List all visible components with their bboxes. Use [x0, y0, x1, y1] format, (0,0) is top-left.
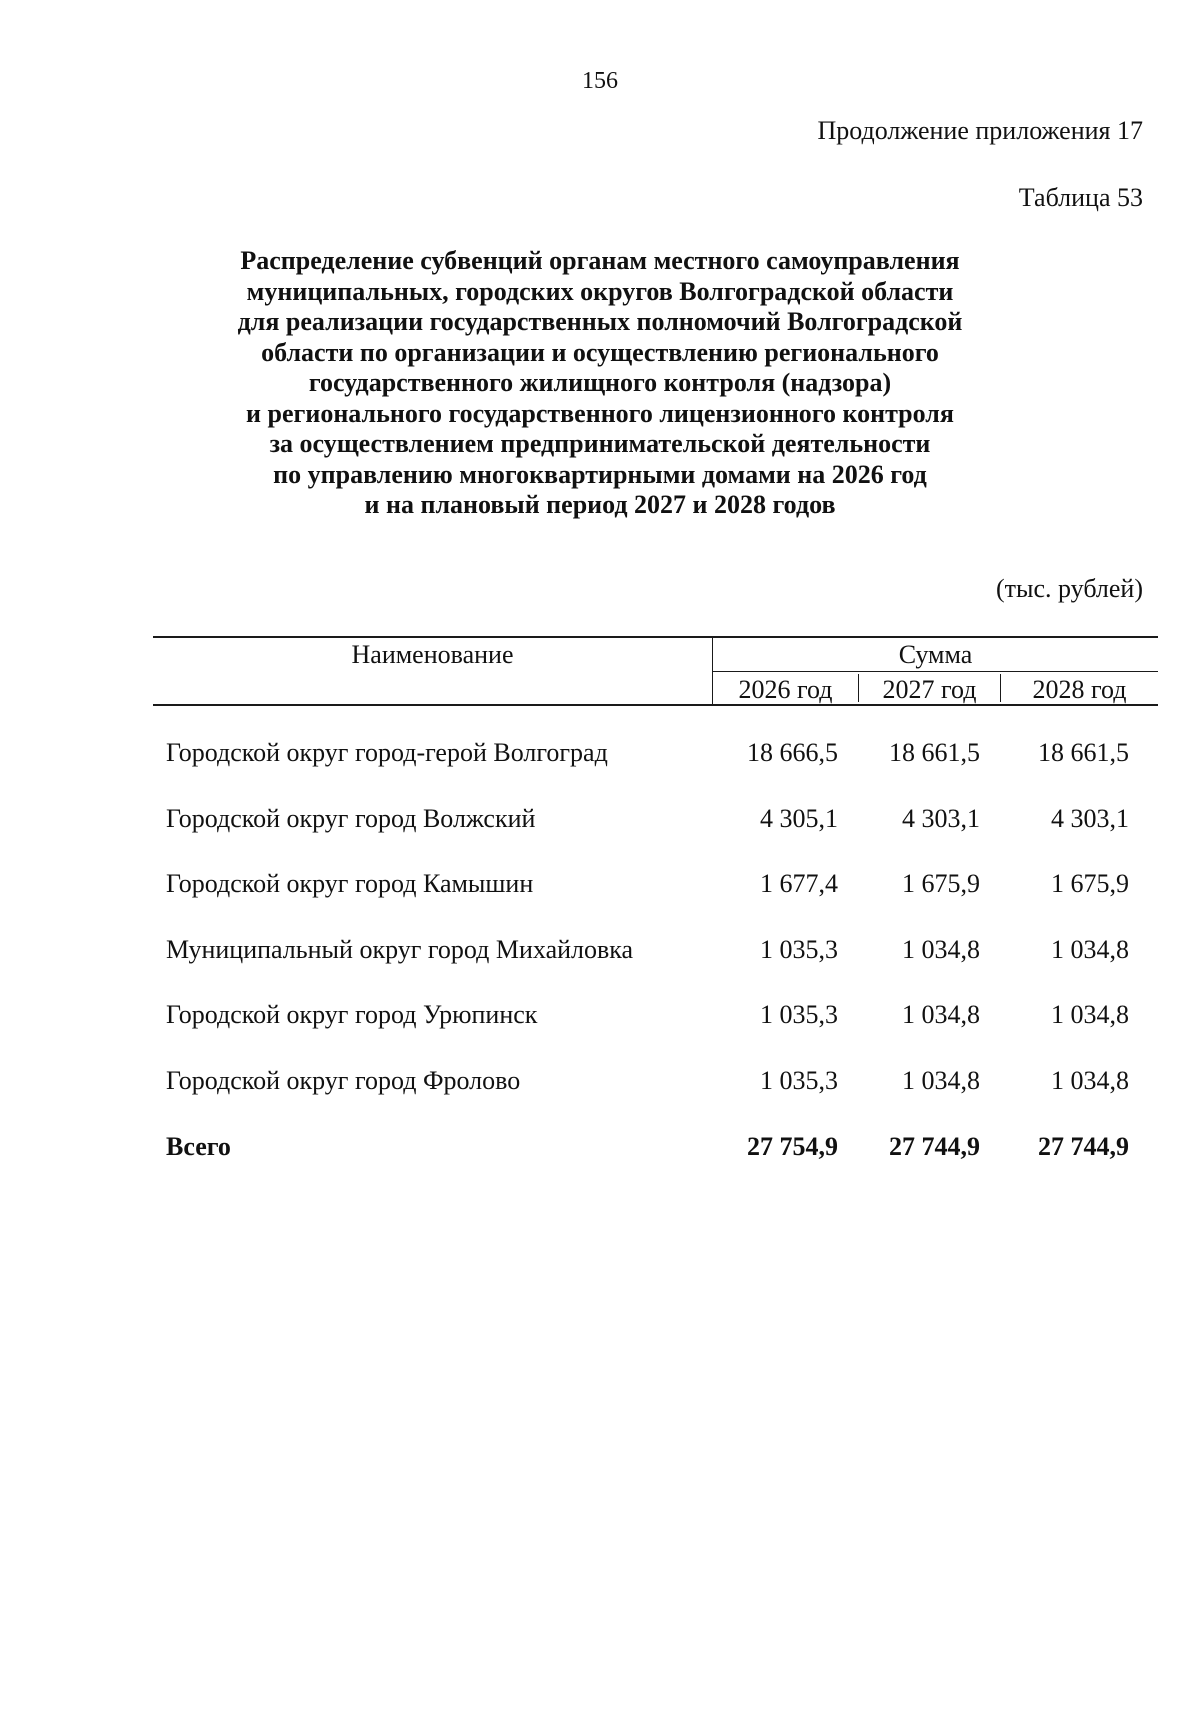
row-value-2028: 1 034,8 — [1051, 1000, 1129, 1030]
table-title — [120, 246, 1080, 521]
title-line: и регионального государственного лицензионного контроля — [246, 398, 954, 428]
title-line: за осуществлением предпринимательской деятельности — [269, 429, 931, 458]
title-line: области по организации и осуществлению регионального — [261, 337, 939, 367]
table-row — [0, 1052, 1200, 1118]
row-value-2026: 4 305,1 — [760, 803, 838, 833]
row-value-2027: 4 303,1 — [902, 803, 980, 833]
title-line: Распределение субвенций органам местного самоуправления — [240, 246, 960, 275]
header-year-2028: 2028 год — [1032, 675, 1127, 704]
total-value-2028: 27 744,9 — [1038, 1131, 1129, 1161]
total-value-2026: 27 754,9 — [747, 1131, 838, 1161]
row-value-2027: 1 034,8 — [902, 1065, 980, 1095]
row-value-2028: 1 034,8 — [1051, 1065, 1129, 1095]
table-row — [0, 986, 1200, 1052]
row-value-2028: 1 034,8 — [1051, 934, 1129, 964]
row-value-2028: 1 675,9 — [1051, 869, 1129, 899]
appendix-note: Продолжение приложения 17 — [817, 116, 1143, 145]
table-row — [0, 724, 1200, 790]
total-label: Всего — [166, 1131, 231, 1161]
table-row — [0, 855, 1200, 921]
header-name: Наименование — [351, 640, 514, 669]
row-value-2027: 18 661,5 — [889, 738, 980, 767]
header-year-2027: 2027 год — [882, 675, 977, 704]
table-row — [0, 790, 1200, 856]
units-note: (тыс. рублей) — [995, 574, 1143, 603]
total-value-2027: 27 744,9 — [889, 1131, 980, 1161]
sum-header-rule — [713, 671, 1158, 672]
table-body — [0, 724, 1200, 1183]
row-value-2026: 1 677,4 — [760, 869, 838, 899]
title-line: для реализации государственных полномочий Волгоградской — [237, 307, 963, 336]
title-line: и на плановый период 2027 и 2028 годов — [364, 490, 836, 519]
table-row — [0, 921, 1200, 987]
title-line: государственного жилищного контроля (надзора) — [308, 368, 892, 397]
table-top-rule — [153, 636, 1158, 638]
row-value-2028: 4 303,1 — [1051, 803, 1129, 833]
row-value-2026: 18 666,5 — [747, 738, 838, 767]
row-name: Городской округ город Камышин — [166, 869, 534, 899]
row-value-2026: 1 035,3 — [760, 934, 838, 964]
table-number: Таблица 53 — [1018, 183, 1143, 212]
header-year-2026: 2026 год — [738, 675, 833, 704]
row-value-2027: 1 675,9 — [902, 869, 980, 899]
row-name: Городской округ город Волжский — [166, 803, 536, 833]
row-name: Городской округ город Фролово — [166, 1065, 521, 1095]
row-value-2026: 1 035,3 — [760, 1000, 838, 1030]
header-sum: Сумма — [898, 640, 973, 669]
row-value-2027: 1 034,8 — [902, 1000, 980, 1030]
title-line: муниципальных, городских округов Волгоградской области — [246, 276, 954, 306]
row-name: Муниципальный округ город Михайловка — [166, 934, 634, 964]
row-value-2027: 1 034,8 — [902, 934, 980, 964]
row-value-2028: 18 661,5 — [1038, 738, 1129, 767]
total-row — [0, 1118, 1200, 1184]
row-name: Городской округ город-герой Волгоград — [166, 738, 608, 767]
page-number: 156 — [582, 68, 618, 94]
row-name: Городской округ город Урюпинск — [166, 1000, 538, 1030]
title-line: по управлению многоквартирными домами на 2026 год — [273, 459, 927, 489]
row-value-2026: 1 035,3 — [760, 1065, 838, 1095]
